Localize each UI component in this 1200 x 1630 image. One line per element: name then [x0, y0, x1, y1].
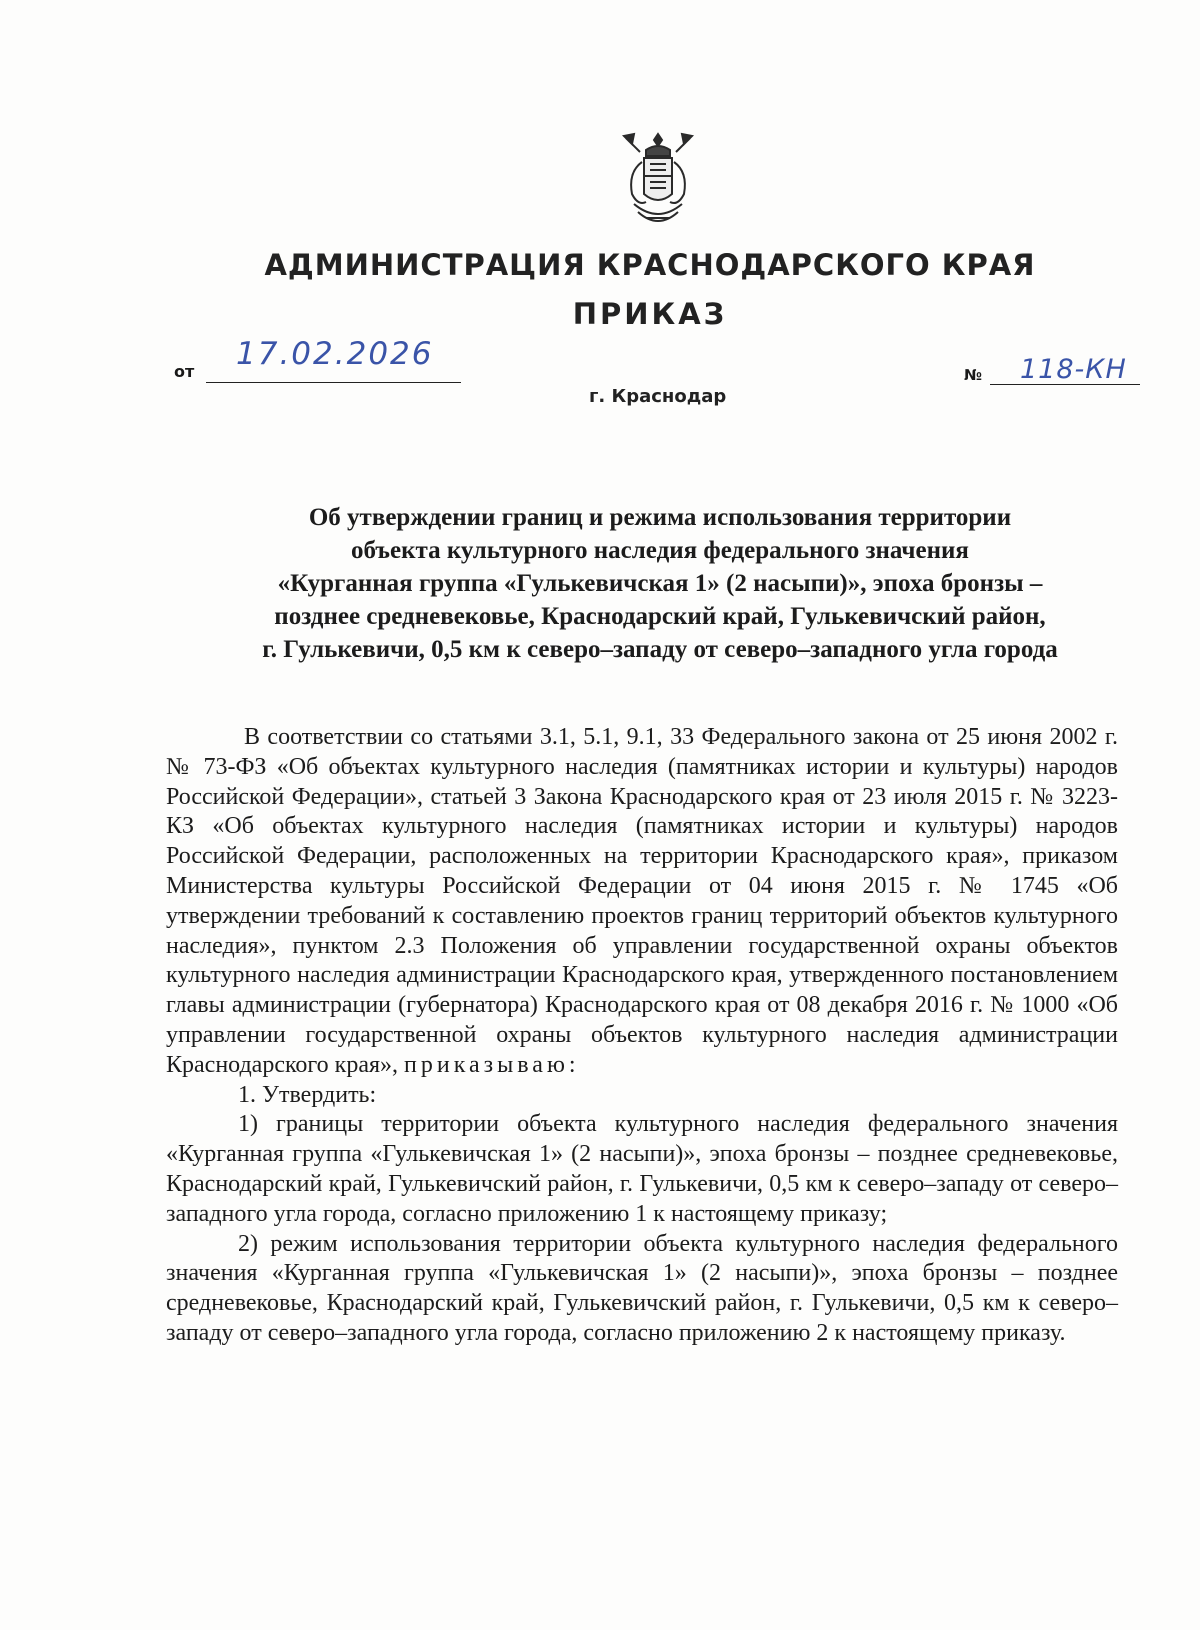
number-label: №	[964, 366, 983, 384]
date-label: от	[174, 362, 195, 381]
number-handwritten: 118-КН	[1020, 354, 1127, 385]
organization-title: АДМИНИСТРАЦИЯ КРАСНОДАРСКОГО КРАЯ	[264, 248, 1036, 282]
document-body	[166, 723, 1118, 1349]
document-subject	[180, 501, 1140, 666]
subject-line: «Курганная группа «Гулькевичская 1» (2 насыпи)», эпоха бронзы –	[277, 570, 1043, 597]
subject-line: объекта культурного наследия федерального значения	[351, 537, 969, 564]
date-handwritten: 17.02.2026	[236, 336, 434, 372]
document-type: ПРИКАЗ	[572, 297, 728, 331]
item-1: 1. Утвердить:	[238, 1081, 377, 1108]
coat-of-arms-icon	[620, 132, 696, 232]
subject-line: Об утверждении границ и режима использования территории	[308, 504, 1012, 531]
city-label: г. Краснодар	[589, 386, 727, 407]
date-underline	[206, 382, 461, 383]
order-word: приказываю:	[404, 1051, 580, 1078]
preamble-text: В соответствии со статьями 3.1, 5.1, 9.1, 33 Федерального закона от 25 июня 2002 г. № 73-ФЗ «Об объектах культурного наследия (памятниках истории и культуры) народов Российской Федерации», статьей 3 Закона Краснодарского края от 23 июля 2015 г. № 3223-КЗ «Об объектах культурного наследия (памятниках истории и культуры) народов Российской Федерации, расположенных на территории Краснодарского края», приказом Министерства культуры Российской Федерации от 04 июня 2015 г. № 1745 «Об утверждении требований к составлению проектов границ территорий объектов культурного наследия», пунктом 2.3 Положения об управлении государственной охраны объектов культурного наследия администрации Краснодарского края, утвержденного постановлением главы администрации (губернатора) Краснодарского края от 08 декабря 2016 г. № 1000 «Об управлении государственной охраны объектов культурного наследия администрации Краснодарского края»,	[166, 724, 1118, 1078]
item-1-1: 1) границы территории объекта культурного наследия федерального значения «Курганная группа «Гулькевичская 1» (2 насыпи)», эпоха бронзы – позднее средневековье, Краснодарский край, Гулькевичский район, г. Гулькевичи, 0,5 км к северо–западу от северо–западного угла города, согласно приложению 1 к настоящему приказу;	[166, 1111, 1118, 1227]
preamble-paragraph	[166, 723, 1118, 1081]
item-1-2: 2) режим использования территории объекта культурного наследия федерального значения «Курганная группа «Гулькевичская 1» (2 насыпи)», эпоха бронзы – позднее средневековье, Краснодарский край, Гулькевичский район, г. Гулькевичи, 0,5 км к северо–западу от северо–западного угла города, согласно приложению 2 к настоящему приказу.	[166, 1230, 1118, 1346]
subject-line: г. Гулькевичи, 0,5 км к северо–западу от северо–западного угла города	[262, 636, 1058, 663]
subject-line: позднее средневековье, Краснодарский край, Гулькевичский район,	[274, 603, 1046, 630]
